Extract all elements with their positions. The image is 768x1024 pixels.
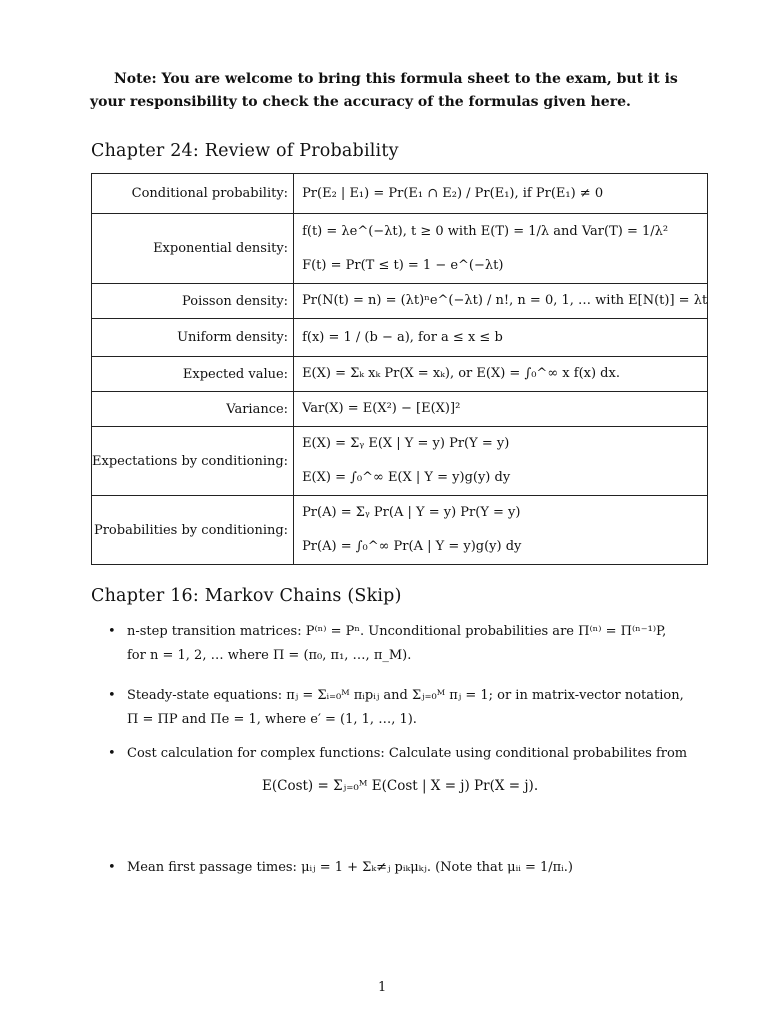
table-row — [92, 174, 708, 214]
formula-line: Pr(N(t) = n) = (λt)ⁿe^(−λt) / n!, n = 0, 1, … with E[N(t)] = λt — [302, 293, 708, 308]
formula-line: Var(X) = E(X²) − [E(X)]² — [302, 401, 461, 416]
bullet-line: Cost calculation for complex functions: Calculate using conditional probabilites from — [127, 746, 688, 761]
list-item — [100, 856, 700, 880]
table-row — [92, 357, 708, 392]
table-row — [92, 427, 708, 496]
row-formula — [294, 496, 708, 565]
row-label: Expectations by conditioning: — [92, 427, 294, 496]
list-item — [100, 742, 700, 766]
formula-line: E(X) = ∫₀^∞ E(X | Y = y)g(y) dy — [302, 470, 511, 485]
page-number: 1 — [378, 980, 387, 995]
formula-line: Pr(A) = ∫₀^∞ Pr(A | Y = y)g(y) dy — [302, 539, 522, 554]
row-label: Uniform density: — [92, 319, 294, 357]
row-formula — [294, 357, 708, 392]
bullet-line: n-step transition matrices: P⁽ⁿ⁾ = Pⁿ. Unconditional probabilities are Π⁽ⁿ⁾ = Π⁽ⁿ⁻¹⁾P, — [127, 624, 667, 639]
row-label: Probabilities by conditioning: — [92, 496, 294, 565]
table-row — [92, 214, 708, 284]
table-row — [92, 392, 708, 427]
row-formula — [294, 284, 708, 319]
bullet-line: Mean first passage times: μᵢⱼ = 1 + Σₖ≠ⱼ pᵢₖμₖⱼ. (Note that μᵢᵢ = 1/πᵢ.) — [127, 860, 573, 875]
row-label: Poisson density: — [92, 284, 294, 319]
note-paragraph: Note: You are welcome to bring this formula sheet to the exam, but it is your responsibility to check the accuracy of the formulas given here. — [90, 71, 678, 110]
formula-line: E(X) = Σₖ xₖ Pr(X = xₖ), or E(X) = ∫₀^∞ x f(x) dx. — [302, 366, 620, 381]
row-formula — [294, 319, 708, 357]
bullet-line: Π = ΠP and Πe = 1, where e′ = (1, 1, …, 1). — [127, 712, 417, 727]
bullet-icon: • — [108, 688, 116, 703]
chapter-24-title: Chapter 24: Review of Probability — [91, 141, 399, 161]
row-formula — [294, 214, 708, 284]
bullet-icon: • — [108, 624, 116, 639]
list-item — [100, 620, 700, 668]
bullet-line: for n = 1, 2, … where Π = (π₀, π₁, …, π_M). — [127, 648, 412, 663]
row-label: Expected value: — [92, 357, 294, 392]
bullet-line: Steady-state equations: πⱼ = Σᵢ₌₀ᴹ πᵢpᵢⱼ and Σⱼ₌₀ᴹ πⱼ = 1; or in matrix-vector notation, — [127, 688, 684, 703]
row-formula — [294, 427, 708, 496]
table-row — [92, 319, 708, 357]
row-label: Exponential density: — [92, 214, 294, 284]
table-row — [92, 496, 708, 565]
row-formula — [294, 392, 708, 427]
row-formula — [294, 174, 708, 214]
cost-equation: E(Cost) = Σⱼ₌₀ᴹ E(Cost | X = j) Pr(X = j). — [262, 778, 539, 794]
bullet-icon: • — [108, 746, 116, 761]
formula-line: F(t) = Pr(T ≤ t) = 1 − e^(−λt) — [302, 257, 504, 273]
formula-line: Pr(A) = Σᵧ Pr(A | Y = y) Pr(Y = y) — [302, 505, 521, 520]
row-label: Conditional probability: — [92, 174, 294, 214]
row-label: Variance: — [92, 392, 294, 427]
table-row — [92, 284, 708, 319]
formula-line: f(t) = λe^(−λt), t ≥ 0 with E(T) = 1/λ and Var(T) = 1/λ² — [302, 223, 669, 239]
formula-line: E(X) = Σᵧ E(X | Y = y) Pr(Y = y) — [302, 436, 510, 451]
bullet-icon: • — [108, 860, 116, 875]
list-item — [100, 684, 700, 732]
formula-line: Pr(E₂ | E₁) = Pr(E₁ ∩ E₂) / Pr(E₁), if Pr(E₁) ≠ 0 — [302, 185, 604, 201]
formula-line: f(x) = 1 / (b − a), for a ≤ x ≤ b — [302, 329, 503, 345]
probability-formula-table — [91, 173, 708, 565]
markov-bullet-list — [100, 620, 700, 880]
chapter-16-title: Chapter 16: Markov Chains (Skip) — [91, 586, 402, 606]
